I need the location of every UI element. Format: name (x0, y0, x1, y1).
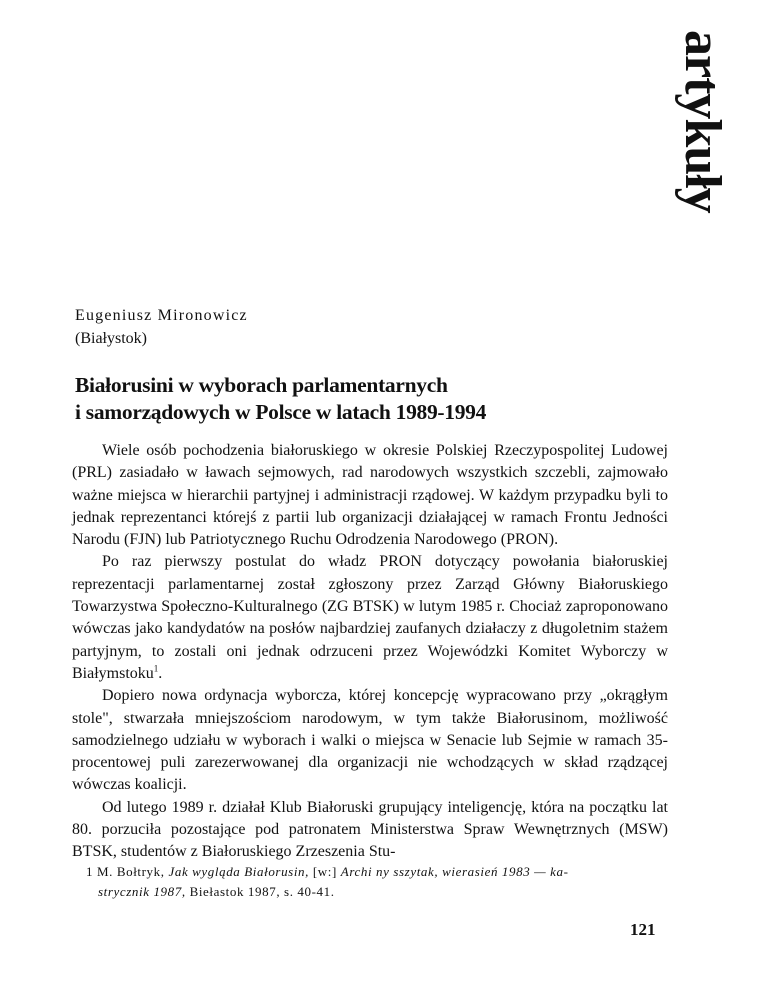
footnote (86, 862, 668, 902)
article-title (75, 372, 675, 426)
paragraph-2-text: Po raz pierwszy postulat do władz PRON dotyczący powołania białoruskiej reprezentacji parlamentarnej został zgłoszony przez Zarząd Główny Białoruskiego Towarzystwa Społeczno-Kulturalnego (ZG BTSK) w lutym 1985 r. Chociaż zaproponowano wówczas jako kandydatów na posłów najbardziej zaufanych działaczy z długoletnim stażem partyjnym, to zostali oni jednak odrzuceni przez Wojewódzki Komitet Wyborczy w Białymstoku (72, 553, 668, 682)
footnote-in: [w:] (312, 864, 337, 879)
footnote-title: Jak wygląda Białorusin, (168, 864, 310, 879)
author-name: Eugeniusz Mironowicz (75, 307, 248, 324)
footnote-source-b: strycznik 1987, (98, 884, 186, 899)
paragraph-3: Dopiero nowa ordynacja wyborcza, której koncepcję wypracowano przy „okrągłym stole", stwarzała mniejszościom narodowym, w tym także Białorusinom, możliwość samodzielnego udziału w wyborach i walki o miejsca w Senacie lub Sejmie w ramach 35-procentowej puli zarezerwowanej dla organizacji nie wchodzących w skład rządzącej wówczas koalicji. (72, 687, 668, 794)
article-body (72, 440, 668, 864)
footnote-author: M. Bołtryk, (96, 864, 165, 879)
footnote-source-a: Archi ny sszytak, wierasień 1983 — ka- (340, 864, 569, 879)
paragraph-4: Od lutego 1989 r. działał Klub Białoruski grupujący inteligencję, która na początku lat 80. porzuciła pozostające pod patronatem Ministerstwa Spraw Wewnętrznych (MSW) BTSK, studentów z Białoruskiego Zrzeszenia Stu- (72, 798, 668, 861)
page-number: 121 (630, 920, 656, 939)
section-label-wrap (672, 30, 732, 240)
paragraph-2-end: . (158, 664, 163, 682)
section-label: artykuły (674, 30, 731, 213)
footnote-reference[interactable]: 1 (153, 663, 159, 674)
footnote-rest: Biełastok 1987, s. 40-41. (189, 884, 335, 899)
paragraph-1: Wiele osób pochodzenia białoruskiego w okresie Polskiej Rzeczypospolitej Ludowej (PRL) zasiadało w ławach sejmowych, rad narodowych wszystkich szczebli, zajmowało ważne miejsca w hierarchii partyjnej i administracji rządowej. W każdym przypadku byli to jednak reprezentanci którejś z partii lub organizacji działającej w ramach Frontu Jedności Narodu (FJN) lub Patriotycznego Ruchu Odrodzenia Narodowego (PRON). (72, 442, 668, 549)
title-line-1: Białorusini w wyborach parlamentarnych (75, 373, 448, 397)
paragraph-2 (72, 551, 668, 685)
title-line-2: i samorządowych w Polsce w latach 1989-1994 (75, 400, 487, 424)
footnote-number: 1 (86, 864, 94, 879)
author-affiliation: (Białystok) (75, 330, 147, 347)
footnote-continuation (86, 882, 668, 902)
